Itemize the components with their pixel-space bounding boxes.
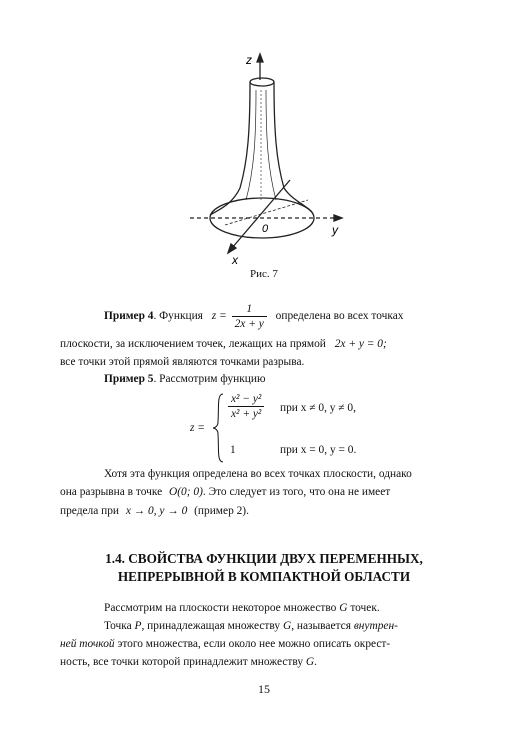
body-p2-point: P <box>134 620 142 632</box>
body-p2-line1 <box>104 620 398 632</box>
case2-condition: при x = 0, y = 0. <box>280 444 357 456</box>
piecewise-brace <box>212 392 226 464</box>
discussion-point: O(0; 0) <box>169 486 203 498</box>
piecewise-case1-fraction <box>228 392 264 421</box>
body-p2-line3-b: . <box>314 656 318 668</box>
z-axis-label: z <box>246 53 252 67</box>
example4-formula-lhs: z = <box>211 310 227 323</box>
discussion-line3 <box>60 505 249 517</box>
example4-line2-formula: 2x + y = 0; <box>334 338 387 350</box>
body-p1-b: точек. <box>350 602 380 614</box>
body-p2-b: , принадлежащая множеству <box>141 620 281 632</box>
body-p2-term-start: внутрен- <box>353 620 398 632</box>
example4-text-b: определена во всех точках <box>275 310 404 323</box>
example4-label: Пример 4 <box>104 310 154 323</box>
discontinuity-line <box>225 200 308 225</box>
y-axis-label: y <box>332 223 338 237</box>
discussion-line1: Хотя эта функция определена во всех точках плоскости, однако <box>104 468 412 480</box>
page-number: 15 <box>258 682 270 696</box>
example4-denominator: 2x + y <box>234 318 264 330</box>
piecewise-lhs: z = <box>190 422 205 434</box>
figure-caption: Рис. 7 <box>250 268 278 280</box>
body-p1-a: Рассмотрим на плоскости некоторое множество <box>104 602 337 614</box>
example4-text-a: . Функция <box>153 310 203 323</box>
body-p1 <box>104 602 380 614</box>
surface-drawing <box>180 50 350 266</box>
case1-denominator: x² + y² <box>231 408 262 420</box>
surface-left-profile <box>210 82 250 215</box>
body-p2-line3-set: G <box>305 656 315 668</box>
origin-label: 0 <box>262 223 269 235</box>
example5-label: Пример 5 <box>104 373 154 385</box>
example4-line2-text: плоскости, за исключением точек, лежащих на прямой <box>60 338 326 350</box>
example4-line1 <box>104 302 404 331</box>
example4-line3: все точки этой прямой являются точками разрыва. <box>60 356 305 368</box>
section-title-line2: НЕПРЕРЫВНОЙ В КОМПАКТНОЙ ОБЛАСТИ <box>117 569 411 584</box>
case2-value: 1 <box>230 444 236 456</box>
figure-surface <box>180 50 350 266</box>
section-title-line1: 1.4. СВОЙСТВА ФУНКЦИИ ДВУХ ПЕРЕМЕННЫХ, <box>105 551 423 566</box>
tube-top <box>250 78 274 86</box>
example4-numerator: 1 <box>232 302 267 317</box>
body-p1-set: G <box>339 602 348 614</box>
discussion-line2 <box>60 486 390 498</box>
body-p2-line2-rest: этого множества, если около нее можно описать окрест- <box>117 638 391 650</box>
piecewise-function <box>190 392 430 464</box>
discussion-limit: x → 0, y → 0 <box>125 505 188 517</box>
y-axis-arrow <box>334 215 342 221</box>
discussion-line3-b: (пример 2). <box>194 505 249 517</box>
example4-line2 <box>60 338 387 350</box>
body-p2-line3-a: ность, все точки которой принадлежит множеству <box>60 656 304 668</box>
body-p2-set: G <box>282 620 292 632</box>
body-p2-c: , называется <box>291 620 351 632</box>
case1-condition: при x ≠ 0, y ≠ 0, <box>280 402 356 414</box>
example5-line1 <box>104 373 266 385</box>
example5-text: . Рассмотрим функцию <box>153 373 266 385</box>
discussion-line3-a: предела при <box>60 505 120 517</box>
z-axis-arrow <box>257 54 263 62</box>
body-p2-term-end: ней точкой <box>60 638 115 650</box>
discussion-line2-b: . Это следует из того, что она не имеет <box>202 486 391 498</box>
body-p2-line2 <box>60 638 390 650</box>
discussion-line2-a: она разрывна в точке <box>60 486 163 498</box>
x-axis-label: x <box>232 253 238 266</box>
body-p2-line3 <box>60 656 317 668</box>
case1-numerator: x² − y² <box>228 392 264 407</box>
example4-fraction <box>232 302 267 331</box>
body-p2-a: Точка <box>104 620 132 632</box>
